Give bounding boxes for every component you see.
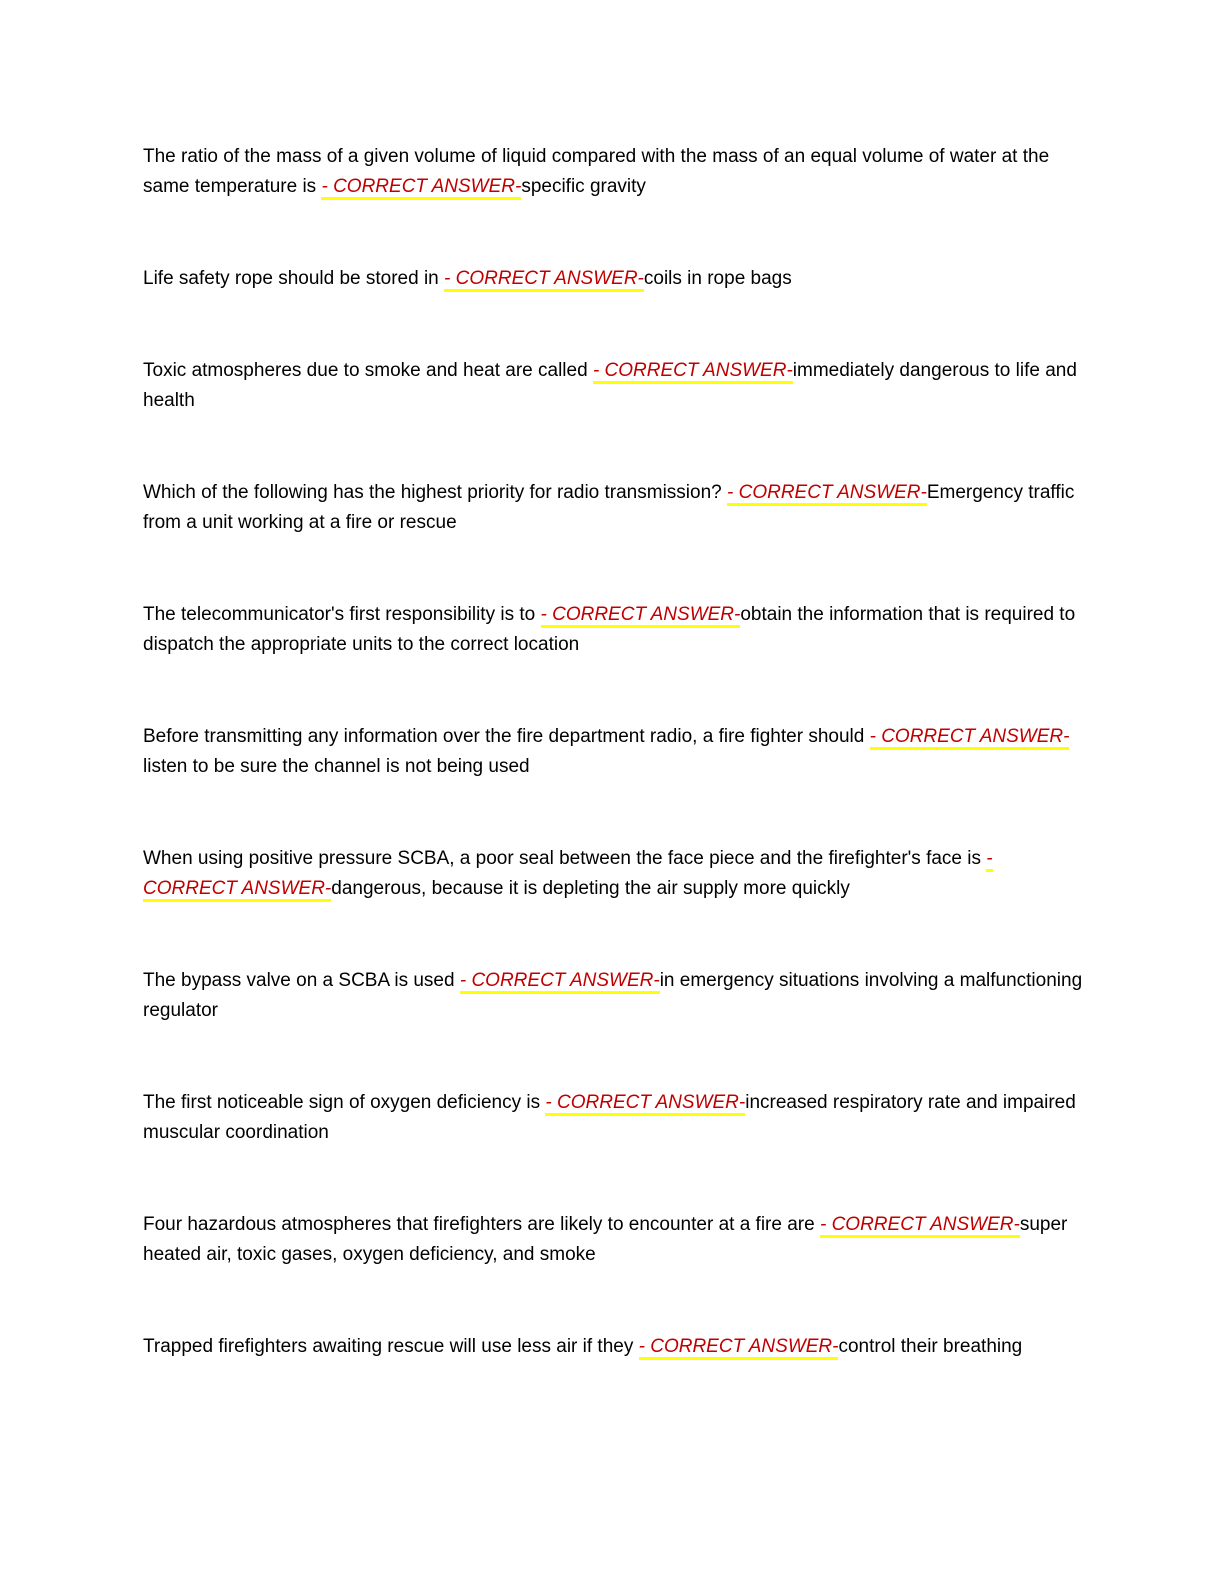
answer-text: specific gravity	[521, 176, 646, 197]
answer-text: control their breathing	[838, 1336, 1023, 1357]
correct-answer-marker: - CORRECT ANSWER-	[820, 1214, 1020, 1238]
answer-text: obtain the information that is required to dispatch the appropriate units to the correct location	[143, 604, 1076, 655]
qa-item-3	[143, 356, 1083, 416]
qa-item-4	[143, 478, 1083, 538]
correct-answer-marker: - CORRECT ANSWER-	[321, 176, 521, 200]
question-text: The bypass valve on a SCBA is used	[143, 970, 460, 991]
correct-answer-marker: - CORRECT ANSWER-	[727, 482, 927, 506]
correct-answer-marker: - CORRECT ANSWER-	[639, 1336, 839, 1360]
qa-item-7	[143, 844, 1083, 904]
qa-item-9	[143, 1088, 1083, 1148]
question-text: The ratio of the mass of a given volume of liquid compared with the mass of an equal volume of water at the same temperature is	[143, 146, 1050, 197]
qa-item-5	[143, 600, 1083, 660]
qa-item-6	[143, 722, 1083, 782]
question-text: The telecommunicator's first responsibility is to	[143, 604, 541, 625]
answer-text: in emergency situations involving a malfunctioning regulator	[143, 970, 1083, 1021]
qa-item-10	[143, 1210, 1083, 1270]
answer-text: increased respiratory rate and impaired muscular coordination	[143, 1092, 1076, 1143]
question-text: Trapped firefighters awaiting rescue will use less air if they	[143, 1336, 639, 1357]
question-text: Four hazardous atmospheres that firefighters are likely to encounter at a fire are	[143, 1214, 820, 1235]
qa-item-8	[143, 966, 1083, 1026]
qa-item-11	[143, 1332, 1083, 1362]
correct-answer-marker: - CORRECT ANSWER-	[593, 360, 793, 384]
answer-text: immediately dangerous to life and health	[143, 360, 1077, 411]
answer-text: dangerous, because it is depleting the air supply more quickly	[331, 878, 850, 899]
answer-text: Emergency traffic from a unit working at a fire or rescue	[143, 482, 1075, 533]
question-text: Toxic atmospheres due to smoke and heat are called	[143, 360, 593, 381]
qa-item-1	[143, 142, 1083, 202]
qa-item-2	[143, 264, 1083, 294]
question-text: Life safety rope should be stored in	[143, 268, 445, 289]
correct-answer-marker: - CORRECT ANSWER-	[541, 604, 741, 628]
answer-text: super heated air, toxic gases, oxygen deficiency, and smoke	[143, 1214, 1068, 1265]
correct-answer-marker: - CORRECT ANSWER-	[143, 848, 993, 902]
question-text: Which of the following has the highest priority for radio transmission?	[143, 482, 727, 503]
question-text: The first noticeable sign of oxygen deficiency is	[143, 1092, 546, 1113]
correct-answer-marker: - CORRECT ANSWER-	[460, 970, 660, 994]
question-text: When using positive pressure SCBA, a poor seal between the face piece and the firefighter's face is	[143, 848, 987, 869]
correct-answer-marker: - CORRECT ANSWER-	[444, 268, 644, 292]
answer-text: coils in rope bags	[643, 268, 792, 289]
correct-answer-marker: - CORRECT ANSWER-	[545, 1092, 745, 1116]
answer-text: listen to be sure the channel is not being used	[143, 756, 530, 777]
document-page	[143, 142, 1083, 1424]
question-text: Before transmitting any information over the fire department radio, a fire fighter should	[143, 726, 870, 747]
correct-answer-marker: - CORRECT ANSWER-	[870, 726, 1070, 750]
